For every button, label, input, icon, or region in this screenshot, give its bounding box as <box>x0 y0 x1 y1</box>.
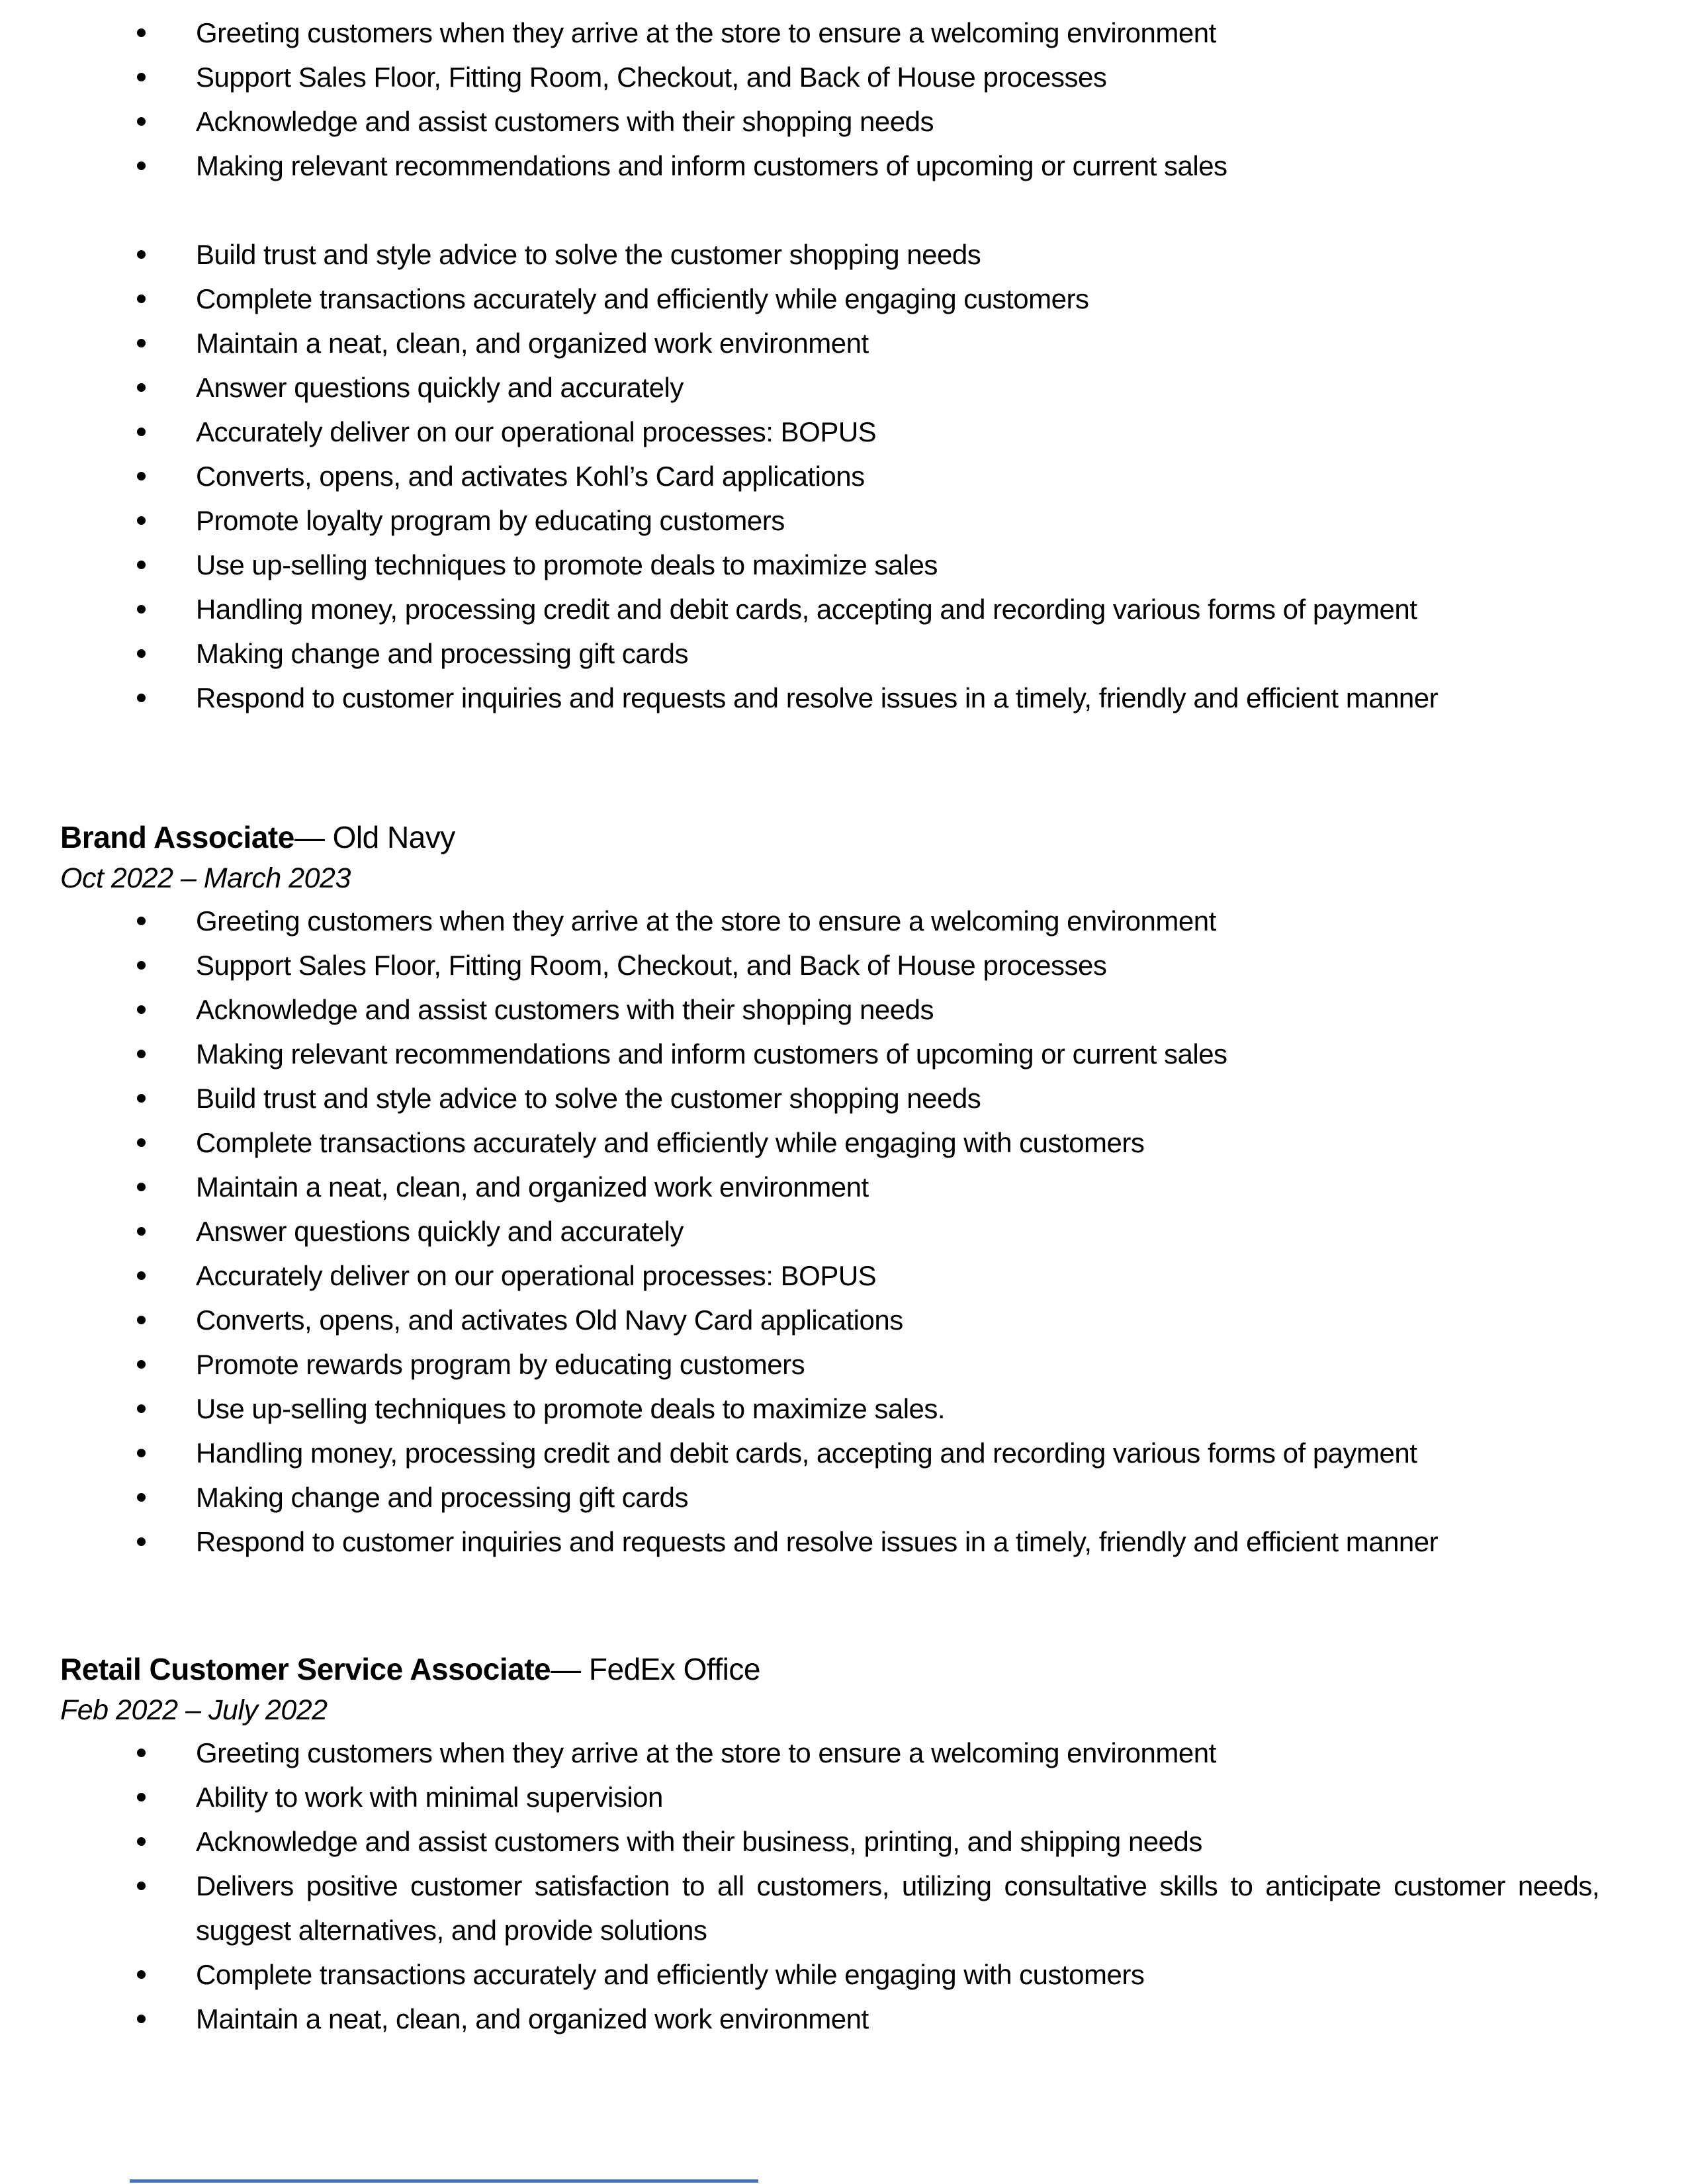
job-title <box>60 817 1599 858</box>
bullet-item: Use up-selling techniques to promote deals to maximize sales <box>60 543 1599 587</box>
bullet-item: Acknowledge and assist customers with their business, printing, and shipping needs <box>60 1819 1599 1864</box>
bullet-item: Support Sales Floor, Fitting Room, Checkout, and Back of House processes <box>60 55 1599 99</box>
bullet-item: Acknowledge and assist customers with their shopping needs <box>60 99 1599 144</box>
bullet-item: Greeting customers when they arrive at the store to ensure a welcoming environment <box>60 1731 1599 1775</box>
job-title-role: Brand Associate <box>60 820 294 854</box>
job-dates: Oct 2022 – March 2023 <box>60 862 351 894</box>
job-title-company: — FedEx Office <box>551 1652 760 1686</box>
bullet-list <box>60 899 1599 1564</box>
bullet-item: Respond to customer inquiries and requests and resolve issues in a timely, friendly and efficient manner <box>60 676 1599 720</box>
bullet-item: Support Sales Floor, Fitting Room, Checkout, and Back of House processes <box>60 943 1599 987</box>
bullet-item: Maintain a neat, clean, and organized work environment <box>60 321 1599 365</box>
bullet-item: Complete transactions accurately and efficiently while engaging with customers <box>60 1952 1599 1997</box>
bullet-item: Accurately deliver on our operational processes: BOPUS <box>60 410 1599 454</box>
bullet-item: Greeting customers when they arrive at the store to ensure a welcoming environment <box>60 11 1599 55</box>
bullet-item: Complete transactions accurately and efficiently while engaging customers <box>60 277 1599 321</box>
bullet-item: Handling money, processing credit and debit cards, accepting and recording various forms of payment <box>60 587 1599 631</box>
bullet-list <box>60 11 1599 720</box>
blank-line <box>60 188 1599 232</box>
bullet-item: Complete transactions accurately and efficiently while engaging with customers <box>60 1120 1599 1165</box>
bullet-item: Promote loyalty program by educating customers <box>60 498 1599 543</box>
bullet-item: Converts, opens, and activates Old Navy Card applications <box>60 1298 1599 1342</box>
bullet-item: Greeting customers when they arrive at the store to ensure a welcoming environment <box>60 899 1599 943</box>
job-title-role: Retail Customer Service Associate <box>60 1652 551 1686</box>
bullet-item: Ability to work with minimal supervision <box>60 1775 1599 1819</box>
bullet-item: Delivers positive customer satisfaction to all customers, utilizing consultative skills to anticipate customer needs, suggest alternatives, and provide solutions <box>60 1864 1599 1952</box>
bullet-item: Handling money, processing credit and debit cards, accepting and recording various forms of payment <box>60 1431 1599 1475</box>
experience-section-continued <box>60 11 1599 720</box>
bullet-item: Build trust and style advice to solve the customer shopping needs <box>60 1076 1599 1120</box>
bullet-item: Promote rewards program by educating customers <box>60 1342 1599 1387</box>
job-title-company: — Old Navy <box>294 820 455 854</box>
bullet-list <box>60 1731 1599 2041</box>
bullet-item: Making relevant recommendations and inform customers of upcoming or current sales <box>60 144 1599 188</box>
bullet-item: Build trust and style advice to solve the customer shopping needs <box>60 232 1599 277</box>
bullet-item: Making relevant recommendations and inform customers of upcoming or current sales <box>60 1032 1599 1076</box>
bullet-item: Use up-selling techniques to promote deals to maximize sales. <box>60 1387 1599 1431</box>
bullet-item: Making change and processing gift cards <box>60 1475 1599 1520</box>
experience-section-old-navy <box>60 817 1599 1564</box>
job-dates: Feb 2022 – July 2022 <box>60 1694 328 1726</box>
bullet-item: Converts, opens, and activates Kohl’s Card applications <box>60 454 1599 498</box>
bullet-item: Maintain a neat, clean, and organized work environment <box>60 1165 1599 1209</box>
bullet-item: Acknowledge and assist customers with their shopping needs <box>60 987 1599 1032</box>
bullet-item: Respond to customer inquiries and requests and resolve issues in a timely, friendly and efficient manner <box>60 1520 1599 1564</box>
bullet-item: Maintain a neat, clean, and organized work environment <box>60 1997 1599 2041</box>
bullet-item: Making change and processing gift cards <box>60 631 1599 676</box>
bullet-item: Accurately deliver on our operational processes: BOPUS <box>60 1253 1599 1298</box>
bullet-item: Answer questions quickly and accurately <box>60 1209 1599 1253</box>
experience-section-fedex <box>60 1649 1599 2041</box>
bullet-item: Answer questions quickly and accurately <box>60 365 1599 410</box>
job-title <box>60 1649 1599 1690</box>
footer-rule <box>130 2179 758 2183</box>
